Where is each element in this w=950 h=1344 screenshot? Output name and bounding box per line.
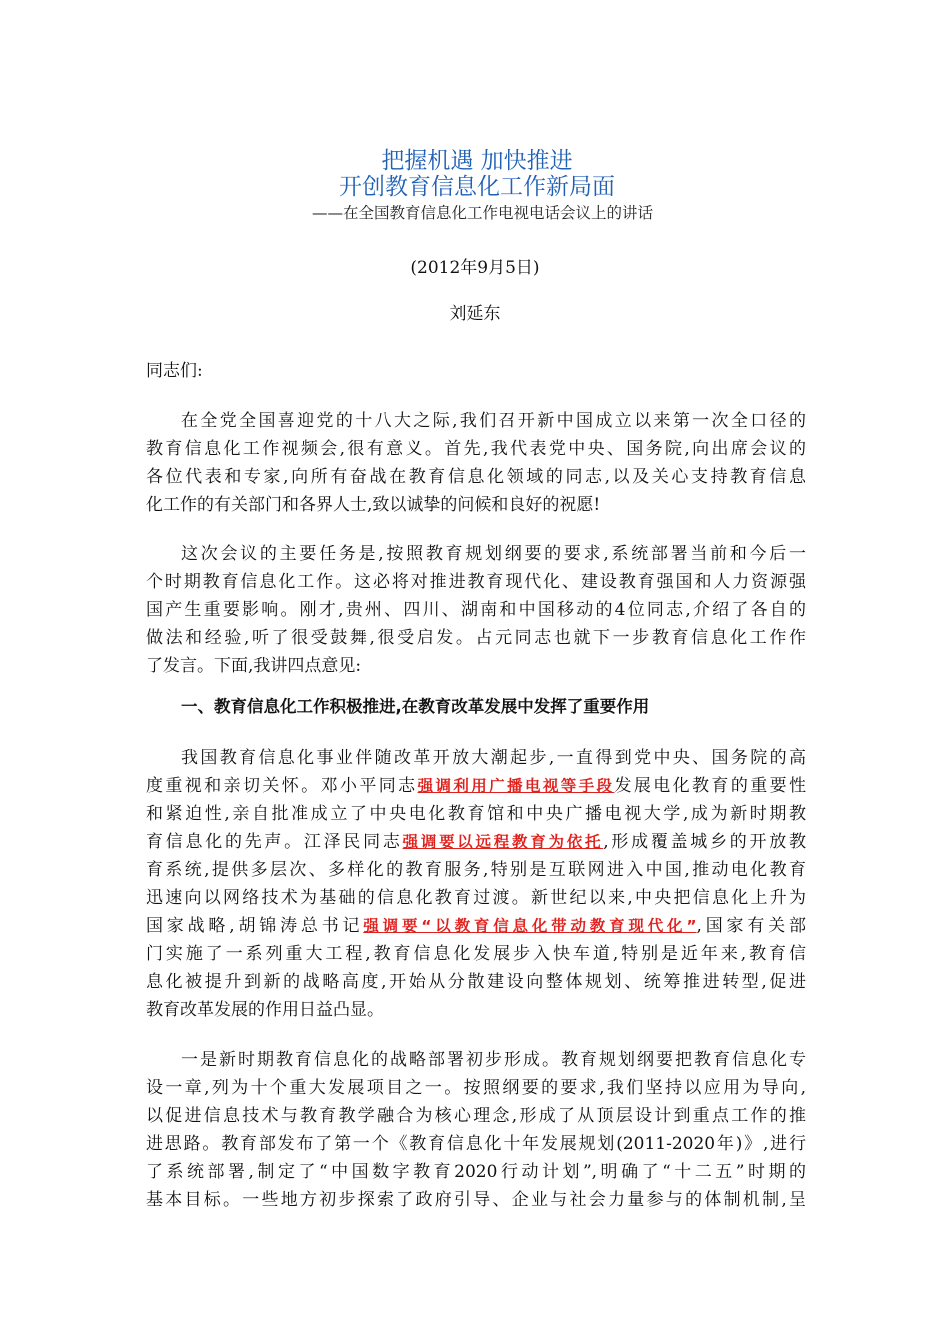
paragraph-3-line: 我国教育信息化事业伴随改革开放大潮起步,一直得到党中央、国务院的高 [181, 748, 806, 768]
title-line-2: 开创教育信息化工作新局面 [339, 174, 615, 200]
highlight-phrase-2: 强调要以远程教育为依托 [402, 833, 604, 851]
paragraph-3-line: 教育改革发展的作用日益凸显。 [146, 1000, 384, 1020]
paragraph-4-line: 进思路。教育部发布了第一个《教育信息化十年发展规划(2011-2020年)》,进行 [146, 1134, 806, 1154]
salutation: 同志们: [146, 361, 203, 381]
paragraph-4-line: 以促进信息技术与教育教学融合为核心理念,形成了从顶层设计到重点工作的推 [146, 1106, 806, 1126]
paragraph-3-text: 发展电化教育的重要性 [614, 776, 807, 796]
paragraph-3-text: 育信息化的先声。江泽民同志 [146, 832, 403, 852]
paragraph-3-line [146, 830, 806, 854]
paragraph-1-line: 在全党全国喜迎党的十八大之际,我们召开新中国成立以来第一次全口径的 [181, 411, 806, 431]
paragraph-3-line [146, 774, 806, 798]
highlight-phrase-1: 强调利用广播电视等手段 [417, 777, 615, 795]
paragraph-3-text: ,形成覆盖城乡的开放教 [603, 832, 806, 852]
title-line-1: 把握机遇 加快推进 [381, 148, 573, 174]
paragraph-2-line: 这次会议的主要任务是,按照教育规划纲要的要求,系统部署当前和今后一 [181, 544, 806, 564]
paragraph-3-text: 度重视和亲切关怀。邓小平同志 [146, 776, 418, 796]
paragraph-4-line: 一是新时期教育信息化的战略部署初步形成。教育规划纲要把教育信息化专 [181, 1050, 806, 1070]
paragraph-3-line: 迅速向以网络技术为基础的信息化教育过渡。新世纪以来,中央把信息化上升为 [146, 888, 806, 908]
paragraph-3-line: 门实施了一系列重大工程,教育信息化发展步入快车道,特别是近年来,教育信 [146, 944, 806, 964]
paragraph-2-line: 个时期教育信息化工作。这必将对推进教育现代化、建设教育强国和人力资源强 [146, 572, 806, 592]
paragraph-3-line: 息化被提升到新的战略高度,开始从分散建设向整体规划、统筹推进转型,促进 [146, 972, 806, 992]
paragraph-3-text: ,国家有关部 [696, 916, 806, 936]
paragraph-2-line: 国产生重要影响。刚才,贵州、四川、湖南和中国移动的4位同志,介绍了各自的 [146, 600, 806, 620]
paragraph-2-line: 做法和经验,听了很受鼓舞,很受启发。占元同志也就下一步教育信息化工作作 [146, 628, 806, 648]
paragraph-1-line: 教育信息化工作视频会,很有意义。首先,我代表党中央、国务院,向出席会议的 [146, 439, 806, 459]
paragraph-4-line: 了系统部署,制定了“中国数字教育2020行动计划”,明确了“十二五”时期的 [146, 1162, 806, 1182]
paragraph-1-line: 各位代表和专家,向所有奋战在教育信息化领域的同志,以及关心支持教育信息 [146, 467, 806, 487]
subtitle: ——在全国教育信息化工作电视电话会议上的讲话 [312, 204, 654, 222]
speech-date: (2012年9月5日) [410, 258, 540, 278]
paragraph-4-line: 基本目标。一些地方初步探索了政府引导、企业与社会力量参与的体制机制,呈 [146, 1190, 806, 1210]
paragraph-3-line: 和紧迫性,亲自批准成立了中央电化教育馆和中央广播电视大学,成为新时期教 [146, 804, 806, 824]
section-heading-1: 一、教育信息化工作积极推进,在教育改革发展中发挥了重要作用 [181, 697, 650, 716]
paragraph-4-line: 设一章,列为十个重大发展项目之一。按照纲要的要求,我们坚持以应用为导向, [146, 1078, 806, 1098]
paragraph-2-line: 了发言。下面,我讲四点意见: [146, 656, 362, 676]
paragraph-3-line [146, 914, 806, 938]
author-name: 刘延东 [449, 304, 501, 324]
highlight-phrase-3: 强调要“以教育信息化带动教育现代化” [363, 917, 697, 935]
paragraph-1-line: 化工作的有关部门和各界人士,致以诚挚的问候和良好的祝愿! [146, 495, 601, 515]
paragraph-3-line: 育系统,提供多层次、多样化的教育服务,特别是互联网进入中国,推动电化教育 [146, 860, 806, 880]
paragraph-3-text: 国家战略,胡锦涛总书记 [146, 916, 364, 936]
